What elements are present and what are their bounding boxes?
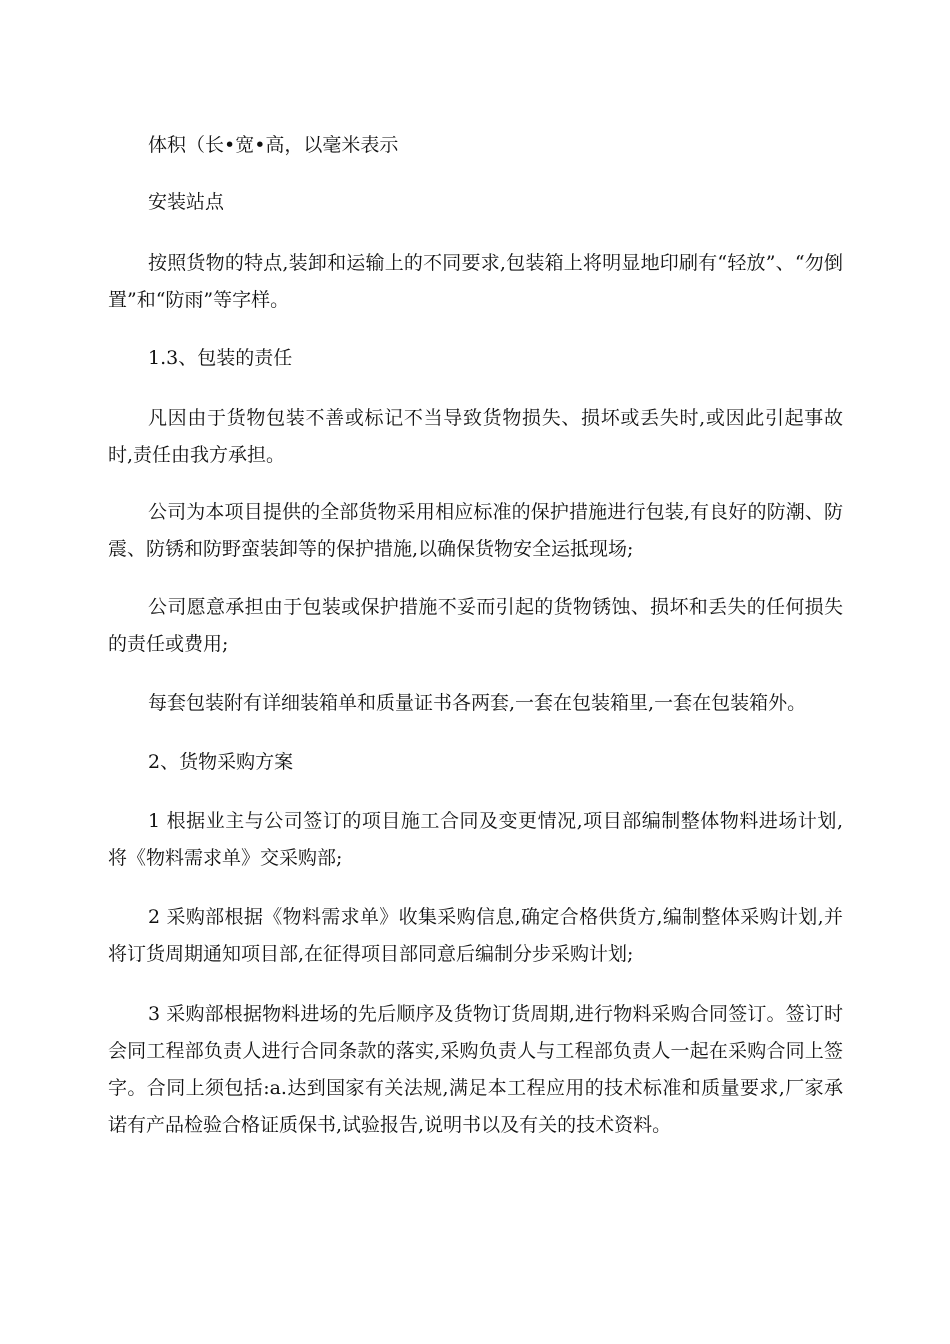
paragraph-cost-responsibility: 公司愿意承担由于包装或保护措施不妥而引起的货物锈蚀、损坏和丢失的任何损失的责任或费用; <box>108 596 843 655</box>
paragraph-install-site: 安装站点 <box>148 191 225 213</box>
section-heading-packaging-responsibility: 1.3、包装的责任 <box>148 347 293 369</box>
paragraph-liability: 凡因由于货物包装不善或标记不当导致货物损失、损坏或丢失时,或因此引起事故时,责任由我方承担。 <box>108 407 843 466</box>
section-heading-procurement: 2、货物采购方案 <box>148 751 294 773</box>
paragraph-packing-list: 每套包装附有详细装箱单和质量证书各两套,一套在包装箱里,一套在包装箱外。 <box>148 692 807 714</box>
paragraph-marking: 按照货物的特点,装卸和运输上的不同要求,包装箱上将明显地印刷有“轻放”、“勿倒置”和“防雨”等字样。 <box>108 252 843 311</box>
paragraph-step-1: 1 根据业主与公司签订的项目施工合同及变更情况,项目部编制整体物料进场计划,将《物料需求单》交采购部; <box>108 810 843 869</box>
paragraph-step-3: 3 采购部根据物料进场的先后顺序及货物订货周期,进行物料采购合同签订。签订时会同工程部负责人进行合同条款的落实,采购负责人与工程部负责人一起在采购合同上签字。合同上须包括:a.达到国家有关法规,满足本工程应用的技术标准和质量要求,厂家承诺有产品检验合格证质保书,试验报告,说明书以及有关的技术资料。 <box>108 1003 843 1136</box>
paragraph-protection: 公司为本项目提供的全部货物采用相应标准的保护措施进行包装,有良好的防潮、防震、防锈和防野蛮装卸等的保护措施,以确保货物安全运抵现场; <box>108 501 843 560</box>
paragraph-volume: 体积（长•宽•高，以毫米表示 <box>148 134 399 156</box>
paragraph-step-2: 2 采购部根据《物料需求单》收集采购信息,确定合格供货方,编制整体采购计划,并将订货周期通知项目部,在征得项目部同意后编制分步采购计划; <box>108 906 843 965</box>
